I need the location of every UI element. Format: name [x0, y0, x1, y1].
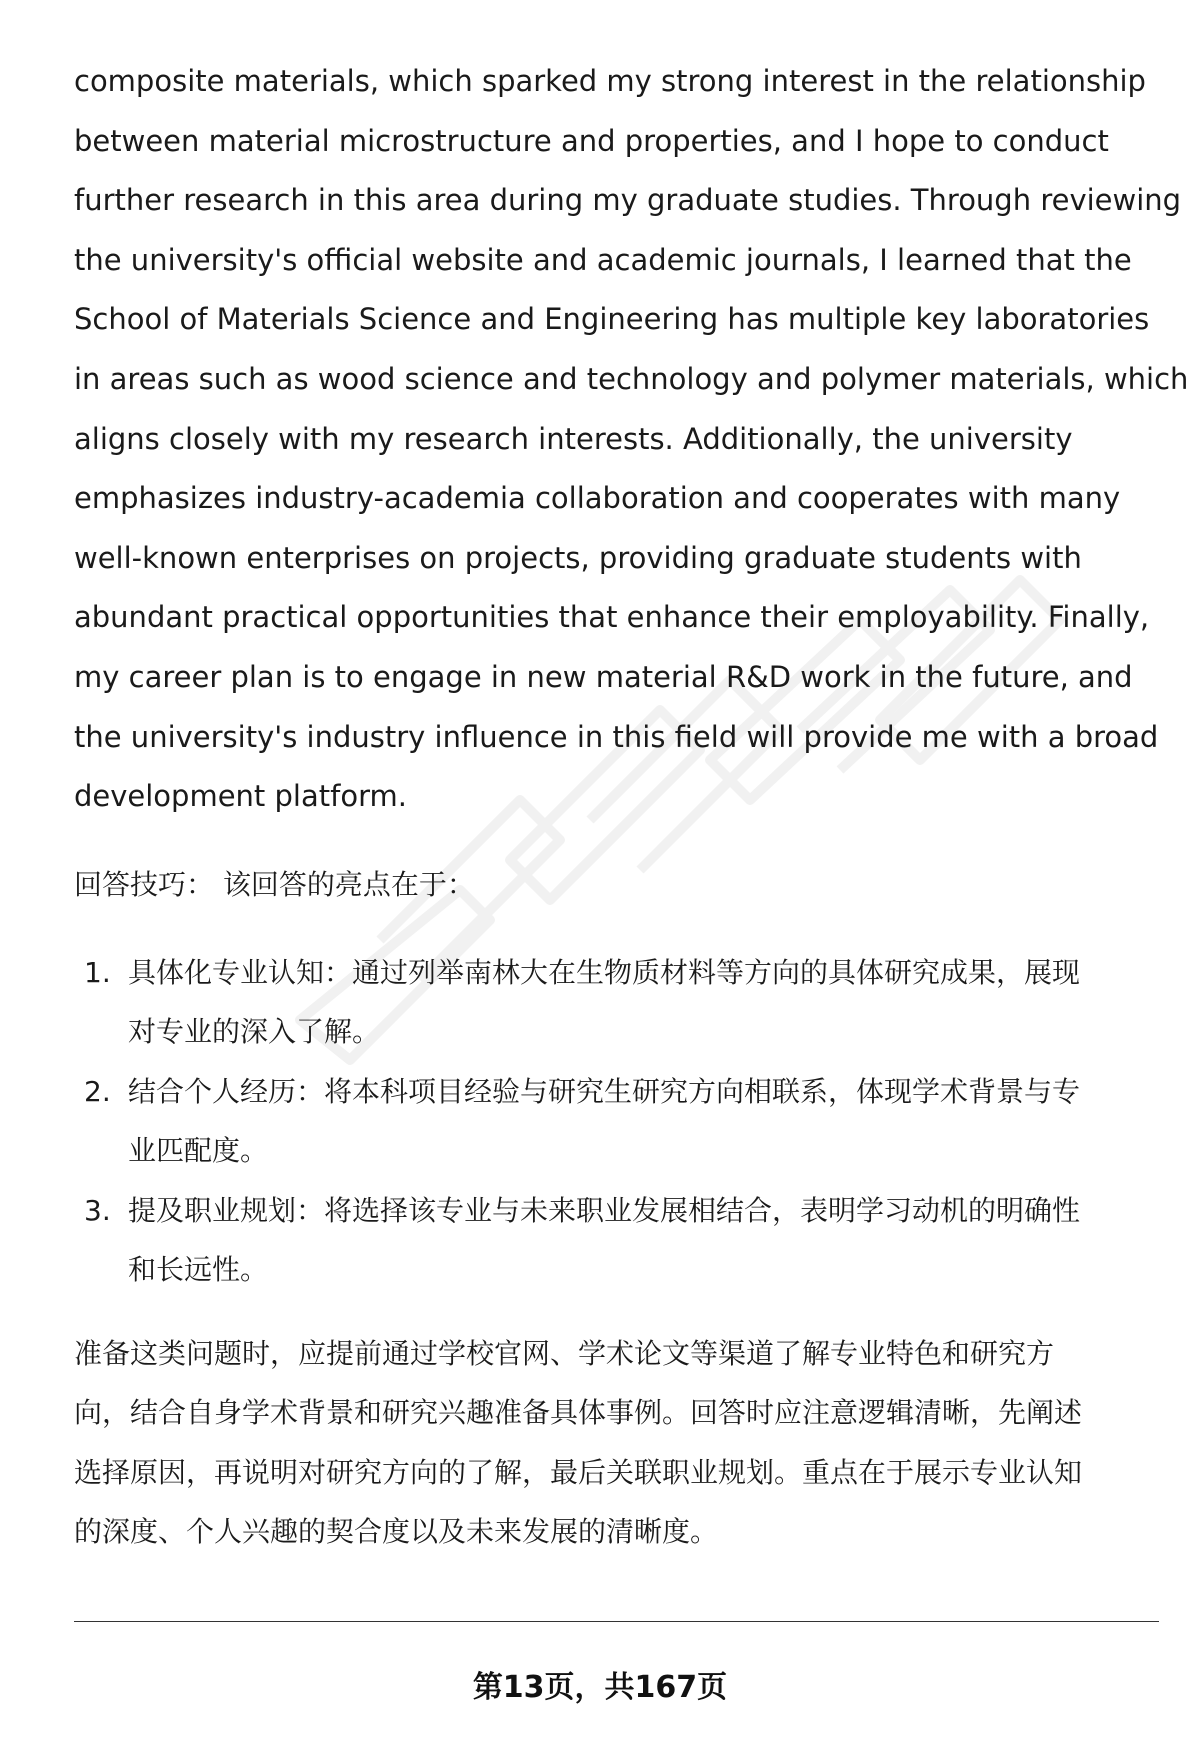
english-line: between material microstructure and properties, and I hope to conduct [74, 123, 1109, 158]
page-content [74, 52, 1189, 1562]
english-line: School of Materials Science and Engineering has multiple key laboratories [74, 302, 1150, 337]
chinese-paragraph [74, 1324, 1159, 1562]
tips-list [74, 943, 1159, 1300]
english-paragraph [74, 52, 1189, 827]
english-line: in areas such as wood science and technology and polymer materials, which [74, 361, 1189, 396]
english-line: abundant practical opportunities that enhance their employability. Finally, [74, 600, 1150, 635]
tip-number: 1. [84, 955, 111, 989]
english-line: emphasizes industry-academia collaboration and cooperates with many [74, 481, 1121, 516]
chinese-line: 准备这类问题时，应提前通过学校官网、学术论文等渠道了解专业特色和研究方 [74, 1336, 1055, 1370]
page-number: 第13页，共167页 [472, 1670, 728, 1705]
tip-line: 结合个人经历：将本科项目经验与研究生研究方向相联系，体现学术背景与专 [128, 1074, 1081, 1108]
english-line: aligns closely with my research interests. Additionally, the university [74, 421, 1073, 456]
english-line: the university's official website and academic journals, I learned that the [74, 242, 1132, 277]
tip-item [74, 943, 1159, 1062]
tip-line: 业匹配度。 [128, 1134, 269, 1168]
english-line: composite materials, which sparked my strong interest in the relationship [74, 64, 1146, 98]
tip-line: 和长远性。 [128, 1253, 269, 1287]
english-line: development platform. [74, 779, 407, 814]
english-line: well-known enterprises on projects, providing graduate students with [74, 540, 1082, 575]
tip-item [74, 1181, 1159, 1300]
tip-item [74, 1062, 1159, 1181]
chinese-line: 的深度、个人兴趣的契合度以及未来发展的清晰度。 [74, 1515, 719, 1549]
footer-divider [74, 1621, 1159, 1622]
tip-line: 对专业的深入了解。 [128, 1015, 381, 1049]
chinese-line: 选择原因，再说明对研究方向的了解，最后关联职业规划。重点在于展示专业认知 [74, 1455, 1083, 1489]
tips-heading: 回答技巧： 该回答的亮点在于： [74, 867, 475, 901]
english-line: my career plan is to engage in new material R&D work in the future, and [74, 659, 1133, 694]
english-line: the university's industry influence in this field will provide me with a broad [74, 719, 1159, 754]
tip-number: 2. [84, 1074, 111, 1108]
tip-line: 提及职业规划：将选择该专业与未来职业发展相结合，表明学习动机的明确性 [128, 1193, 1081, 1227]
chinese-line: 向，结合自身学术背景和研究兴趣准备具体事例。回答时应注意逻辑清晰，先阐述 [74, 1396, 1083, 1430]
tip-number: 3. [84, 1193, 111, 1227]
english-line: further research in this area during my graduate studies. Through reviewing [74, 183, 1182, 218]
tip-line: 具体化专业认知：通过列举南林大在生物质材料等方向的具体研究成果，展现 [128, 955, 1081, 989]
